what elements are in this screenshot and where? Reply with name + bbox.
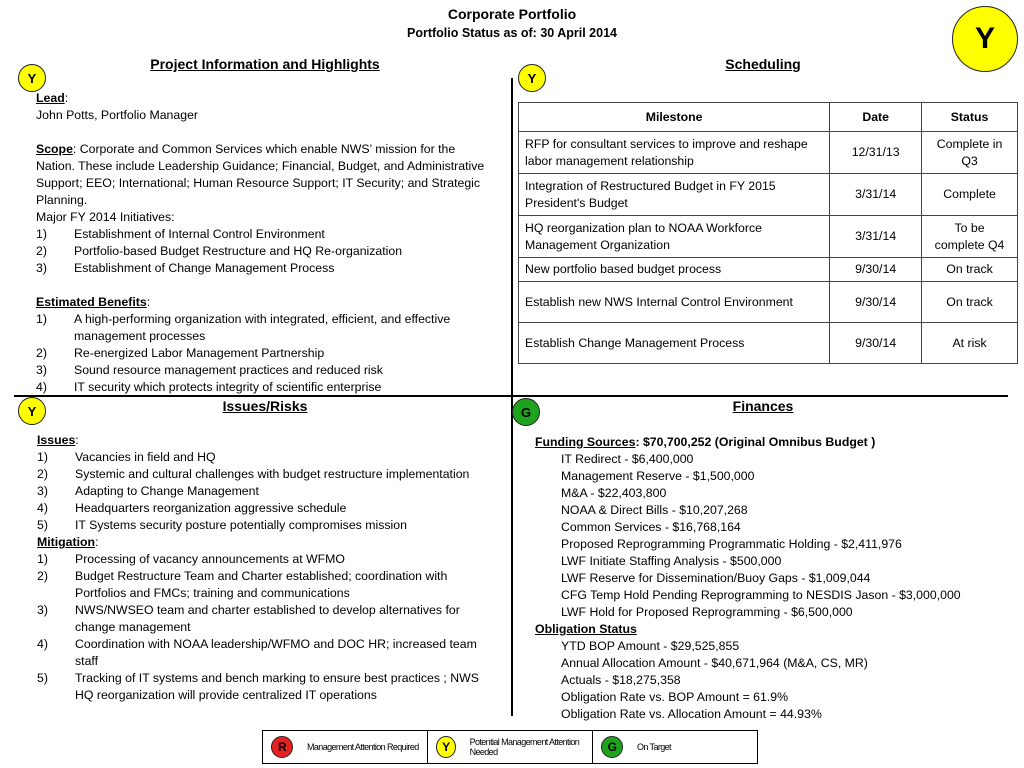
table-row: [519, 282, 1018, 323]
date-cell: 9/30/14: [830, 258, 922, 282]
column-header-date: Date: [830, 103, 922, 132]
list-item: 3) Sound resource management practices and reduced risk: [36, 363, 383, 377]
list-item: 3) Establishment of Change Management Process: [36, 261, 335, 275]
funding-sources-label: Funding Sources: [535, 435, 636, 449]
scheduling-heading: Scheduling: [725, 56, 801, 72]
list-item: 1) Establishment of Internal Control Environment: [36, 227, 325, 241]
table-row: [519, 132, 1018, 174]
status-cell: On track: [922, 282, 1018, 323]
benefits-colon: :: [146, 295, 151, 309]
list-item: M&A - $22,403,800: [561, 486, 667, 500]
project-info-body: [36, 90, 486, 396]
issues-body: [37, 432, 492, 704]
list-item: 1) A high-performing organization with integrated, efficient, and effective management processes: [36, 312, 451, 343]
finances-heading: Finances: [732, 398, 794, 414]
table-row: [519, 258, 1018, 282]
table-row: [519, 216, 1018, 258]
list-item: Annual Allocation Amount - $40,671,964 (M&A, CS, MR): [561, 656, 868, 670]
issues-heading: Issues/Risks: [222, 398, 308, 414]
list-item: 5) Tracking of IT systems and bench marking to ensure best practices ; NWS HQ reorganization will provide centralized IT operations: [37, 671, 479, 702]
project-info-heading: Project Information and Highlights: [150, 56, 380, 72]
status-legend: [262, 730, 758, 764]
list-item: 2) Systemic and cultural challenges with budget restructure implementation: [37, 467, 470, 481]
milestone-cell: Establish Change Management Process: [519, 323, 830, 364]
date-cell: 3/31/14: [830, 174, 922, 216]
list-item: NOAA & Direct Bills - $10,207,268: [561, 503, 748, 517]
issues-colon: :: [75, 433, 79, 447]
legend-item-red: [263, 731, 428, 763]
lead-label: Lead: [36, 91, 65, 105]
status-cell: On track: [922, 258, 1018, 282]
red-status-icon: R: [271, 736, 293, 758]
list-item: Proposed Reprogramming Programmatic Holding - $2,411,976: [561, 537, 902, 551]
list-item: LWF Hold for Proposed Reprogramming - $6,500,000: [561, 605, 853, 619]
milestone-cell: New portfolio based budget process: [519, 258, 830, 282]
benefits-list: [36, 311, 486, 396]
date-cell: 12/31/13: [830, 132, 922, 174]
overall-status-badge: Y: [952, 6, 1018, 72]
list-item: CFG Temp Hold Pending Reprogramming to NESDIS Jason - $3,000,000: [561, 588, 961, 602]
initiatives-title: Major FY 2014 Initiatives:: [36, 210, 175, 224]
finances-body: [535, 434, 1015, 723]
legend-label: On Target: [637, 742, 671, 752]
list-item: LWF Initiate Staffing Analysis - $500,000: [561, 554, 782, 568]
list-item: 4) Coordination with NOAA leadership/WFMO and DOC HR; increased team staff: [37, 637, 477, 668]
legend-label: Management Attention Required: [307, 742, 419, 752]
funding-sources-list: [535, 451, 1015, 621]
yellow-status-icon: Y: [436, 736, 456, 758]
date-cell: 9/30/14: [830, 282, 922, 323]
status-cell: At risk: [922, 323, 1018, 364]
green-status-icon: G: [601, 736, 623, 758]
list-item: Management Reserve - $1,500,000: [561, 469, 755, 483]
list-item: 4) Headquarters reorganization aggressive schedule: [37, 501, 347, 515]
list-item: YTD BOP Amount - $29,525,855: [561, 639, 740, 653]
scheduling-status-badge: Y: [518, 64, 546, 92]
table-row: [519, 174, 1018, 216]
vertical-divider: [511, 78, 513, 716]
obligation-status-label: Obligation Status: [535, 622, 637, 636]
list-item: Common Services - $16,768,164: [561, 520, 741, 534]
legend-item-yellow: [428, 731, 593, 763]
status-cell: Complete in Q3: [922, 132, 1018, 174]
funding-sources-total: : $70,700,252 (Original Omnibus Budget ): [635, 435, 876, 449]
legend-label: Potential Management Attention Needed: [469, 737, 580, 757]
list-item: 2) Budget Restructure Team and Charter established; coordination with Portfolios and FMCs; training and communications: [37, 569, 448, 600]
project-info-status-badge: Y: [18, 64, 46, 92]
column-header-milestone: Milestone: [519, 103, 830, 132]
status-cell: To be complete Q4: [922, 216, 1018, 258]
milestone-table: [518, 102, 1018, 364]
table-row: [519, 323, 1018, 364]
lead-colon: :: [64, 91, 69, 105]
mitigation-colon: :: [95, 535, 99, 549]
milestone-cell: Establish new NWS Internal Control Environment: [519, 282, 830, 323]
milestone-cell: Integration of Restructured Budget in FY 2015 President's Budget: [519, 174, 830, 216]
mitigation-label: Mitigation: [37, 535, 96, 549]
list-item: 1) Processing of vacancy announcements at WFMO: [37, 552, 345, 566]
issues-label: Issues: [37, 433, 76, 447]
date-cell: 9/30/14: [830, 323, 922, 364]
status-cell: Complete: [922, 174, 1018, 216]
issues-status-badge: Y: [18, 397, 46, 425]
list-item: Obligation Rate vs. BOP Amount = 61.9%: [561, 690, 789, 704]
list-item: Actuals - $18,275,358: [561, 673, 681, 687]
legend-item-green: [593, 731, 757, 763]
benefits-label: Estimated Benefits: [36, 295, 147, 309]
list-item: 2) Re-energized Labor Management Partnership: [36, 346, 325, 360]
list-item: LWF Reserve for Dissemination/Buoy Gaps - $1,009,044: [561, 571, 871, 585]
milestone-cell: RFP for consultant services to improve and reshape labor management relationship: [519, 132, 830, 174]
issues-list: [37, 449, 492, 534]
obligation-status-list: [535, 638, 1015, 723]
column-header-status: Status: [922, 103, 1018, 132]
finances-status-badge: G: [512, 398, 540, 426]
initiatives-list: [36, 226, 486, 277]
list-item: Obligation Rate vs. Allocation Amount = 44.93%: [561, 707, 822, 721]
list-item: 5) IT Systems security posture potentially compromises mission: [37, 518, 407, 532]
milestone-cell: HQ reorganization plan to NOAA Workforce Management Organization: [519, 216, 830, 258]
lead-value: John Potts, Portfolio Manager: [36, 108, 198, 122]
list-item: 1) Vacancies in field and HQ: [37, 450, 216, 464]
page-subtitle: Portfolio Status as of: 30 April 2014: [406, 26, 617, 40]
list-item: IT Redirect - $6,400,000: [561, 452, 694, 466]
list-item: 3) Adapting to Change Management: [37, 484, 259, 498]
list-item: 3) NWS/NWSEO team and charter established to develop alternatives for change management: [37, 603, 460, 634]
mitigation-list: [37, 551, 492, 704]
list-item: 2) Portfolio-based Budget Restructure and HQ Re-organization: [36, 244, 403, 258]
page-title: Corporate Portfolio: [447, 6, 577, 22]
list-item: 4) IT security which protects integrity of scientific enterprise: [36, 380, 382, 394]
date-cell: 3/31/14: [830, 216, 922, 258]
table-header-row: [519, 103, 1018, 132]
scope-label: Scope: [36, 142, 73, 156]
scope-text: : Corporate and Common Services which enable NWS’ mission for the Nation. These include Leadership Guidance; Financial, Budget, and Administrative Support; EEO; International; Human Resource Support; IT Security; and Strategic Planning.: [36, 142, 485, 207]
